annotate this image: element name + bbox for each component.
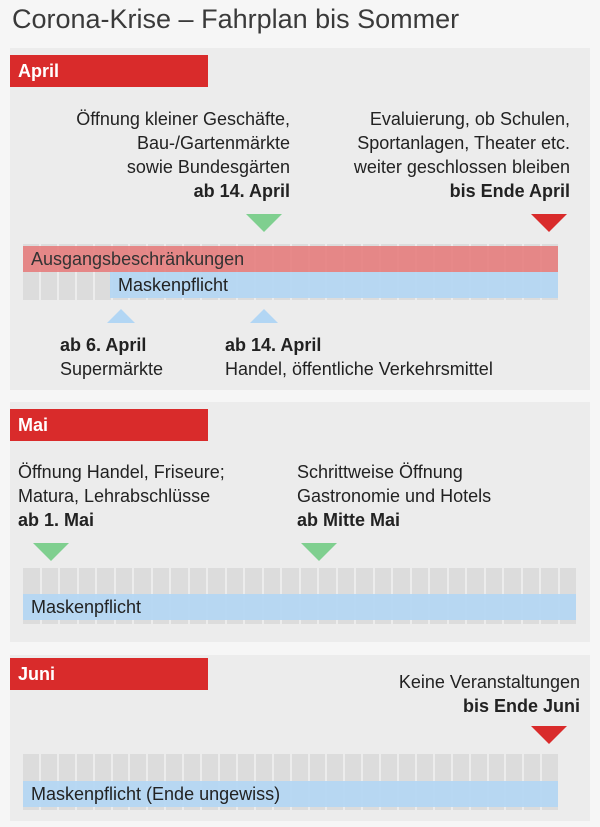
april-header: April bbox=[10, 55, 208, 87]
blue-marker-icon bbox=[250, 309, 278, 323]
mai-right-date: ab Mitte Mai bbox=[297, 510, 401, 530]
juni-header: Juni bbox=[10, 658, 208, 690]
juni-mask-bar: Maskenpflicht (Ende ungewiss) bbox=[23, 781, 558, 807]
mai-header: Mai bbox=[10, 409, 208, 441]
restrictions-bar: Ausgangsbeschränkungen bbox=[23, 246, 558, 272]
april-left-date: ab 14. April bbox=[193, 181, 290, 201]
april-mask-bar: Maskenpflicht bbox=[110, 272, 558, 298]
mai-mask-bar: Maskenpflicht bbox=[23, 594, 576, 620]
blue-marker-icon bbox=[107, 309, 135, 323]
april-below-right: ab 14. April Handel, öffentliche Verkehrsmittel bbox=[225, 335, 493, 379]
green-marker-icon bbox=[33, 543, 69, 561]
green-marker-icon bbox=[246, 214, 282, 232]
april-right-text: Evaluierung, ob Schulen, Sportanlagen, Theater etc. weiter geschlossen bleiben bis Ende April bbox=[353, 109, 570, 201]
april-left-text: Öffnung kleiner Geschäfte, Bau-/Gartenmärkte sowie Bundesgärten ab 14. April bbox=[76, 109, 290, 201]
juni-right-date: bis Ende Juni bbox=[462, 696, 580, 716]
mai-right-text: Schrittweise Öffnung Gastronomie und Hotels ab Mitte Mai bbox=[297, 462, 492, 530]
april-right-date: bis Ende April bbox=[449, 181, 570, 201]
april-below-left: ab 6. April Supermärkte bbox=[60, 335, 164, 379]
mai-left-text: Öffnung Handel, Friseure; Matura, Lehrabschlüsse ab 1. Mai bbox=[18, 462, 225, 530]
red-marker-icon bbox=[531, 726, 567, 744]
green-marker-icon bbox=[301, 543, 337, 561]
page-title: Corona-Krise – Fahrplan bis Sommer bbox=[12, 4, 460, 34]
juni-right-text: Keine Veranstaltungen bis Ende Juni bbox=[398, 672, 580, 716]
mai-left-date: ab 1. Mai bbox=[18, 510, 95, 530]
red-marker-icon bbox=[531, 214, 567, 232]
